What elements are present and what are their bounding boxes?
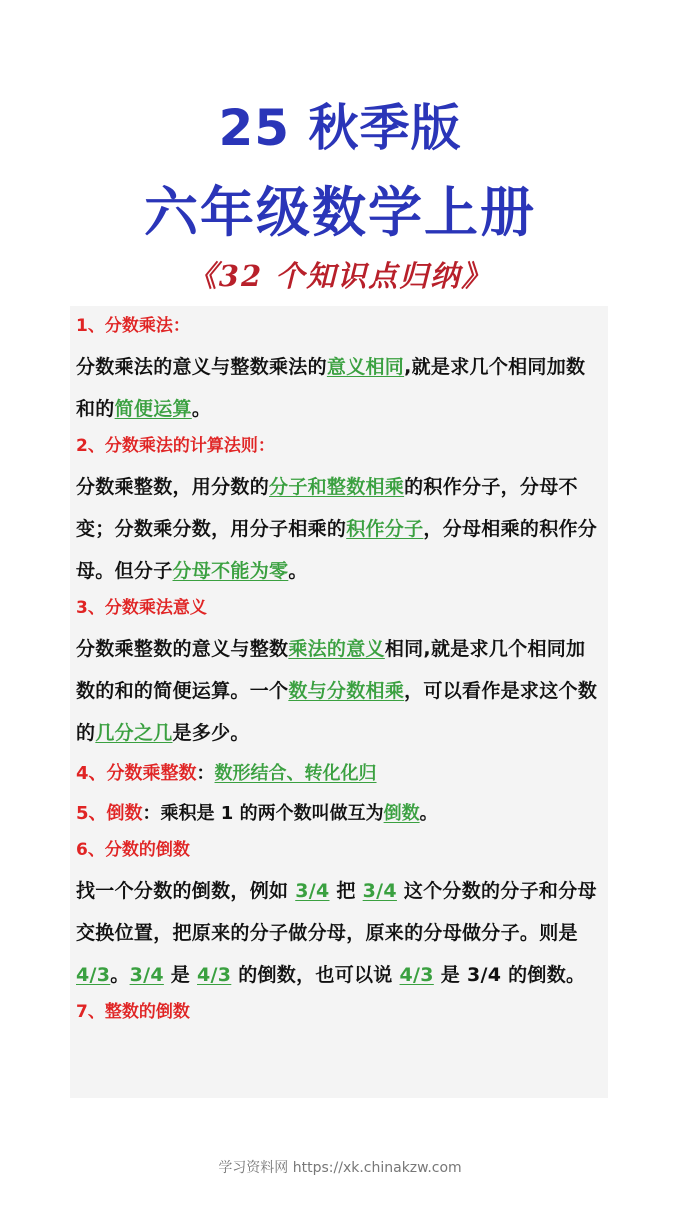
section-4-label: 4、分数乘整数 [76,763,197,784]
title-line2: 六年级数学上册 [144,181,536,244]
content-panel [70,306,608,1098]
section-2-heading: 2、分数乘法的计算法则： [76,436,275,456]
keyword: 积作分子 [346,518,424,540]
keyword: 数形结合、转化化归 [214,763,377,784]
keyword: 几分之几 [95,722,173,744]
section-7-heading: 7、整数的倒数 [76,1002,190,1022]
section-5-label: 5、倒数 [76,803,143,824]
footer-source: 学习资料网 https://xk.chinakzw.com [218,1160,462,1176]
fraction: 4/3 [399,964,434,986]
keyword: 分母不能为零 [172,560,289,582]
section-2-text: 分数乘整数，用分数的分子和整数相乘的积作分子，分母不变；分数乘分数，用分子相乘的积作分子，分母相乘的积作分母。但分子分母不能为零。 [76,476,598,582]
fraction: 4/3 [197,964,232,986]
keyword: 数与分数相乘 [288,680,405,702]
section-6-heading: 6、分数的倒数 [76,840,190,860]
fraction: 3/4 [129,964,164,986]
fraction: 3/4 [362,880,397,902]
section-1-text: 分数乘法的意义与整数乘法的意义相同,就是求几个相同加数和的简便运算。 [76,356,586,420]
section-4: 4、分数乘整数：数形结合、转化化归 [76,763,377,784]
keyword: 倒数 [383,803,420,824]
section-6-text: 找一个分数的倒数，例如 3/4 把 3/4 这个分数的分子和分母交换位置，把原来的分子做分母，原来的分母做分子。则是 4/3。3/4 是 4/3 的倒数，也可以说 4/3 是 3/4 的倒数。 [76,880,597,986]
section-3-text: 分数乘整数的意义与整数乘法的意义相同,就是求几个相同加数的和的简便运算。一个数与分数相乘，可以看作是求这个数的几分之几是多少。 [76,638,598,744]
section-3-heading: 3、分数乘法意义 [76,598,207,618]
section-1-heading: 1、分数乘法： [76,316,190,336]
section-5: 5、倒数：乘积是 1 的两个数叫做互为倒数。 [76,803,438,824]
keyword: 意义相同 [326,356,405,378]
fraction: 3/4 [295,880,330,902]
fraction: 4/3 [76,964,111,986]
title-line1: 25 秋季版 [218,99,462,157]
keyword: 乘法的意义 [288,638,385,660]
keyword: 简便运算 [114,398,192,420]
subtitle: 《32 个知识点归纳》 [187,259,493,293]
keyword: 分子和整数相乘 [269,476,405,498]
